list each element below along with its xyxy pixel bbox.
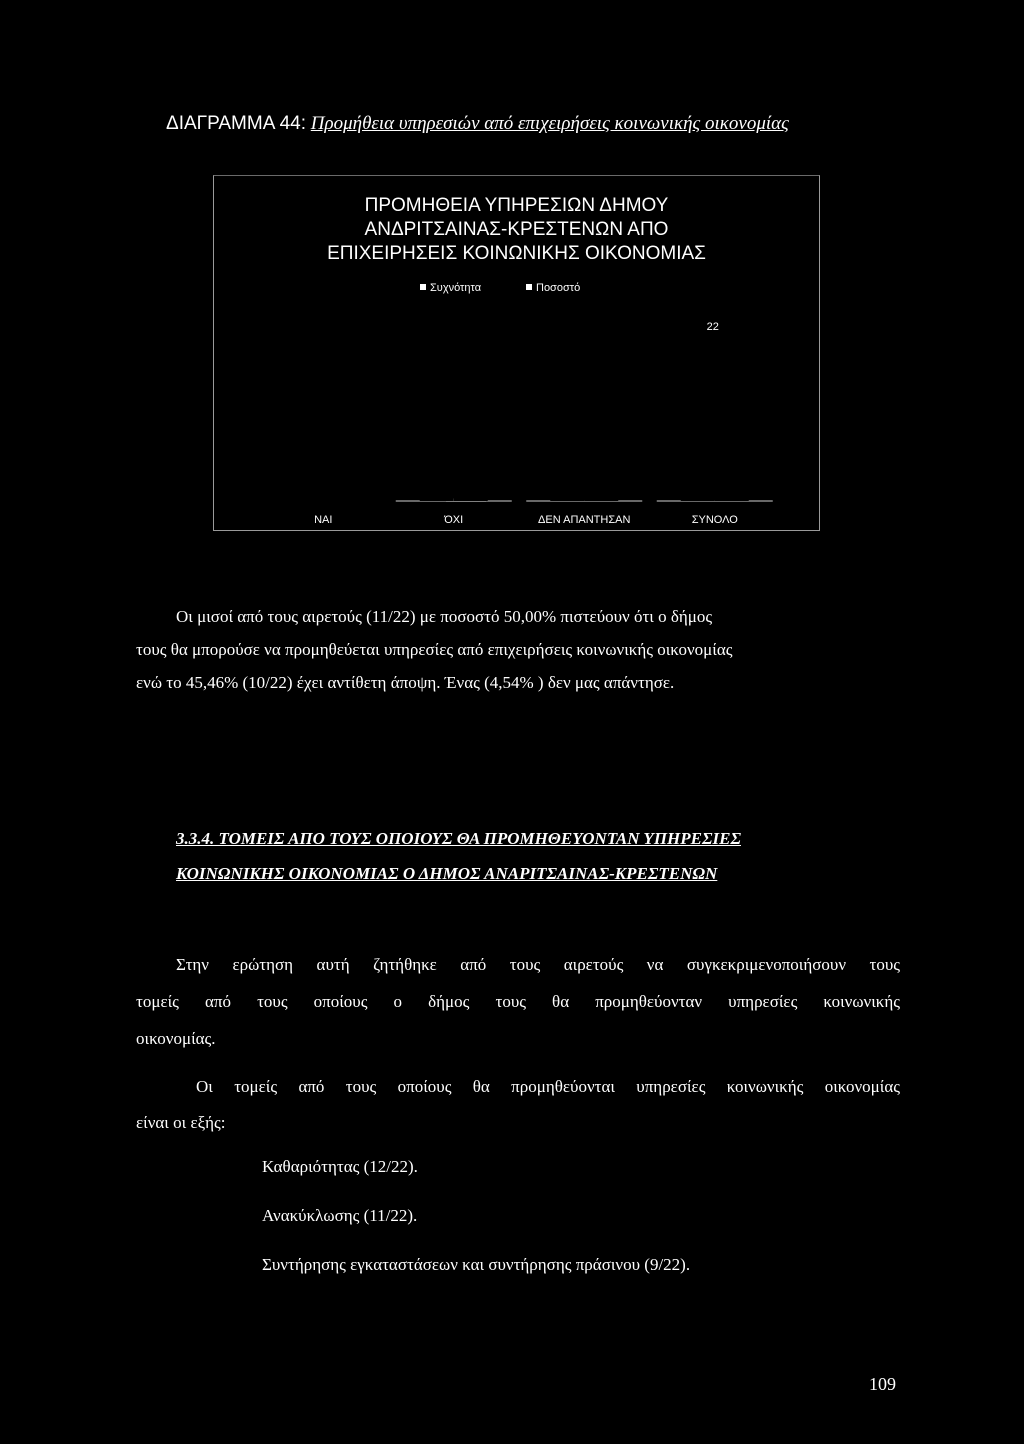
bar-2-2 bbox=[454, 311, 488, 501]
bar-3-2 bbox=[584, 462, 618, 501]
paragraph-2-line-3: οικονομίας. bbox=[136, 1029, 216, 1048]
section-heading-line-2: ΚΟΙΝΩΝΙΚΗΣ ΟΙΚΟΝΟΜΙΑΣ Ο ΔΗΜΟΣ ΑΝΑΡΙΤΣΑΙΝΑΣ-ΚΡΕΣΤΕΝΩΝ bbox=[176, 864, 718, 883]
bar-1-1 bbox=[289, 406, 323, 501]
category-label-4: ΣΥΝΟΛΟ bbox=[691, 514, 738, 526]
sector-item-2: Ανακύκλωσης (11/22). bbox=[262, 1206, 418, 1225]
legend-label-2: Ποσοστό bbox=[536, 282, 581, 294]
diagram-caption-label: ΔΙΑΓΡΑΜΜΑ 44: bbox=[166, 113, 307, 134]
chart-frame bbox=[213, 175, 820, 531]
paragraph-2-line-2: τομείς από τους οποίους ο δήμος τους θα προμηθεύονταν υπηρεσίες κοινωνικής bbox=[136, 992, 900, 1011]
legend-marker-2 bbox=[526, 284, 532, 290]
paragraph-3-line-2: είναι οι εξής: bbox=[136, 1113, 226, 1132]
sector-item-3: Συντήρησης εγκαταστάσεων και συντήρησης πράσινου (9/22). bbox=[262, 1255, 691, 1274]
data-label-1: 22 bbox=[706, 321, 719, 333]
section-heading-line-1: 3.3.4. ΤΟΜΕΙΣ ΑΠΟ ΤΟΥΣ ΟΠΟΙΟΥΣ ΘΑ ΠΡΟΜΗΘΕΥΟΝΤΑΝ ΥΠΗΡΕΣΙΕΣ bbox=[176, 829, 741, 848]
bar-4-1 bbox=[681, 311, 715, 501]
bar-2-1 bbox=[420, 415, 454, 501]
chart-plot bbox=[214, 176, 819, 530]
chart-title-line-3: ΕΠΙΧΕΙΡΗΣΕΙΣ ΚΟΙΝΩΝΙΚΗΣ ΟΙΚΟΝΟΜΙΑΣ bbox=[327, 243, 706, 264]
legend-marker-1 bbox=[420, 284, 426, 290]
bar-1-2 bbox=[323, 311, 357, 501]
legend-label-1: Συχνότητα bbox=[430, 282, 482, 294]
paragraph-2-line-1: Στην ερώτηση αυτή ζητήθηκε από τους αιρετούς να συγκεκριμενοποιήσουν τους bbox=[176, 955, 900, 974]
category-label-2: ΌΧΙ bbox=[444, 514, 464, 526]
paragraph-1-line-3: ενώ το 45,46% (10/22) έχει αντίθετη άποψη. Ένας (4,54% ) δεν μας απάντησε. bbox=[136, 673, 675, 692]
paragraph-3-line-1: Οι τομείς από τους οποίους θα προμηθεύονται υπηρεσίες κοινωνικής οικονομίας bbox=[196, 1077, 900, 1096]
paragraph-1-line-1: Οι μισοί από τους αιρετούς (11/22) με ποσοστό 50,00% πιστεύουν ότι ο δήμος bbox=[176, 607, 713, 626]
sector-item-1: Καθαριότητας (12/22). bbox=[262, 1157, 418, 1176]
bar-4-2 bbox=[715, 311, 749, 501]
diagram-caption-title: Προμήθεια υπηρεσιών από επιχειρήσεις κοινωνικής οικονομίας bbox=[310, 113, 789, 134]
category-label-1: ΝΑΙ bbox=[314, 514, 333, 526]
chart-title-line-2: ΑΝΔΡΙΤΣΑΙΝΑΣ-ΚΡΕΣΤΕΝΩΝ ΑΠΟ bbox=[364, 219, 669, 240]
diagram-caption bbox=[166, 113, 789, 135]
paragraph-1-line-2: τους θα μπορούσε να προμηθεύεται υπηρεσίες από επιχειρήσεις κοινωνικής οικονομίας bbox=[136, 640, 733, 659]
chart-title-line-1: ΠΡΟΜΗΘΕΙΑ ΥΠΗΡΕΣΙΩΝ ΔΗΜΟΥ bbox=[364, 195, 669, 216]
page-number: 109 bbox=[869, 1374, 896, 1394]
bar-3-1 bbox=[550, 492, 584, 501]
category-label-3: ΔΕΝ ΑΠΑΝΤΗΣΑΝ bbox=[538, 514, 631, 526]
